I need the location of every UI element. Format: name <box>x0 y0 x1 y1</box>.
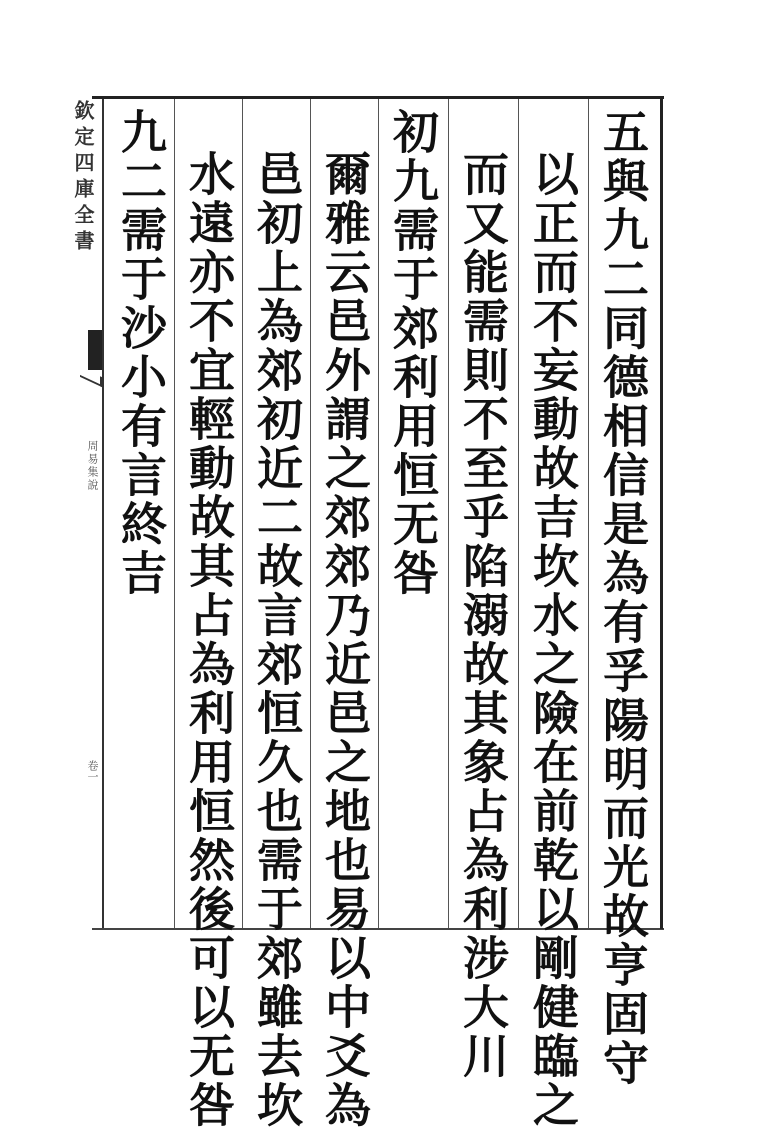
column-rule <box>588 99 589 928</box>
text-column-8: 九二需于沙小有言終吉 <box>114 108 168 598</box>
text-column-1: 五與九二同德相信是為有孚陽明而光故亨固守 <box>596 108 650 1088</box>
column-rule <box>174 99 175 928</box>
text-column-2: 以正而不妄動故吉坎水之險在前乾以剛健臨之 <box>526 150 580 1130</box>
text-column-3: 而又能需則不至乎陷溺故其象占為利涉大川 <box>456 150 510 1081</box>
frame-right-line <box>660 96 663 929</box>
column-rule <box>448 99 449 928</box>
column-rule <box>242 99 243 928</box>
column-rule <box>518 99 519 928</box>
text-column-6: 邑初上為郊初近二故言郊恒久也需于郊雖去坎 <box>250 150 304 1130</box>
text-column-5: 爾雅云邑外謂之郊郊乃近邑之地也易以中爻為 <box>318 150 372 1130</box>
margin-page-number: 卷一 <box>86 760 99 782</box>
margin-book-title: 周易集說 <box>86 440 99 492</box>
text-column-7: 水遠亦不宜輕動故其占為利用恒然後可以无咎 <box>182 150 236 1130</box>
fishtail-mark <box>88 330 102 370</box>
column-rule <box>310 99 311 928</box>
text-column-4: 初九需于郊利用恒无咎 <box>386 108 440 598</box>
column-rule <box>378 99 379 928</box>
margin-title: 欽定四庫全書 <box>71 100 95 256</box>
